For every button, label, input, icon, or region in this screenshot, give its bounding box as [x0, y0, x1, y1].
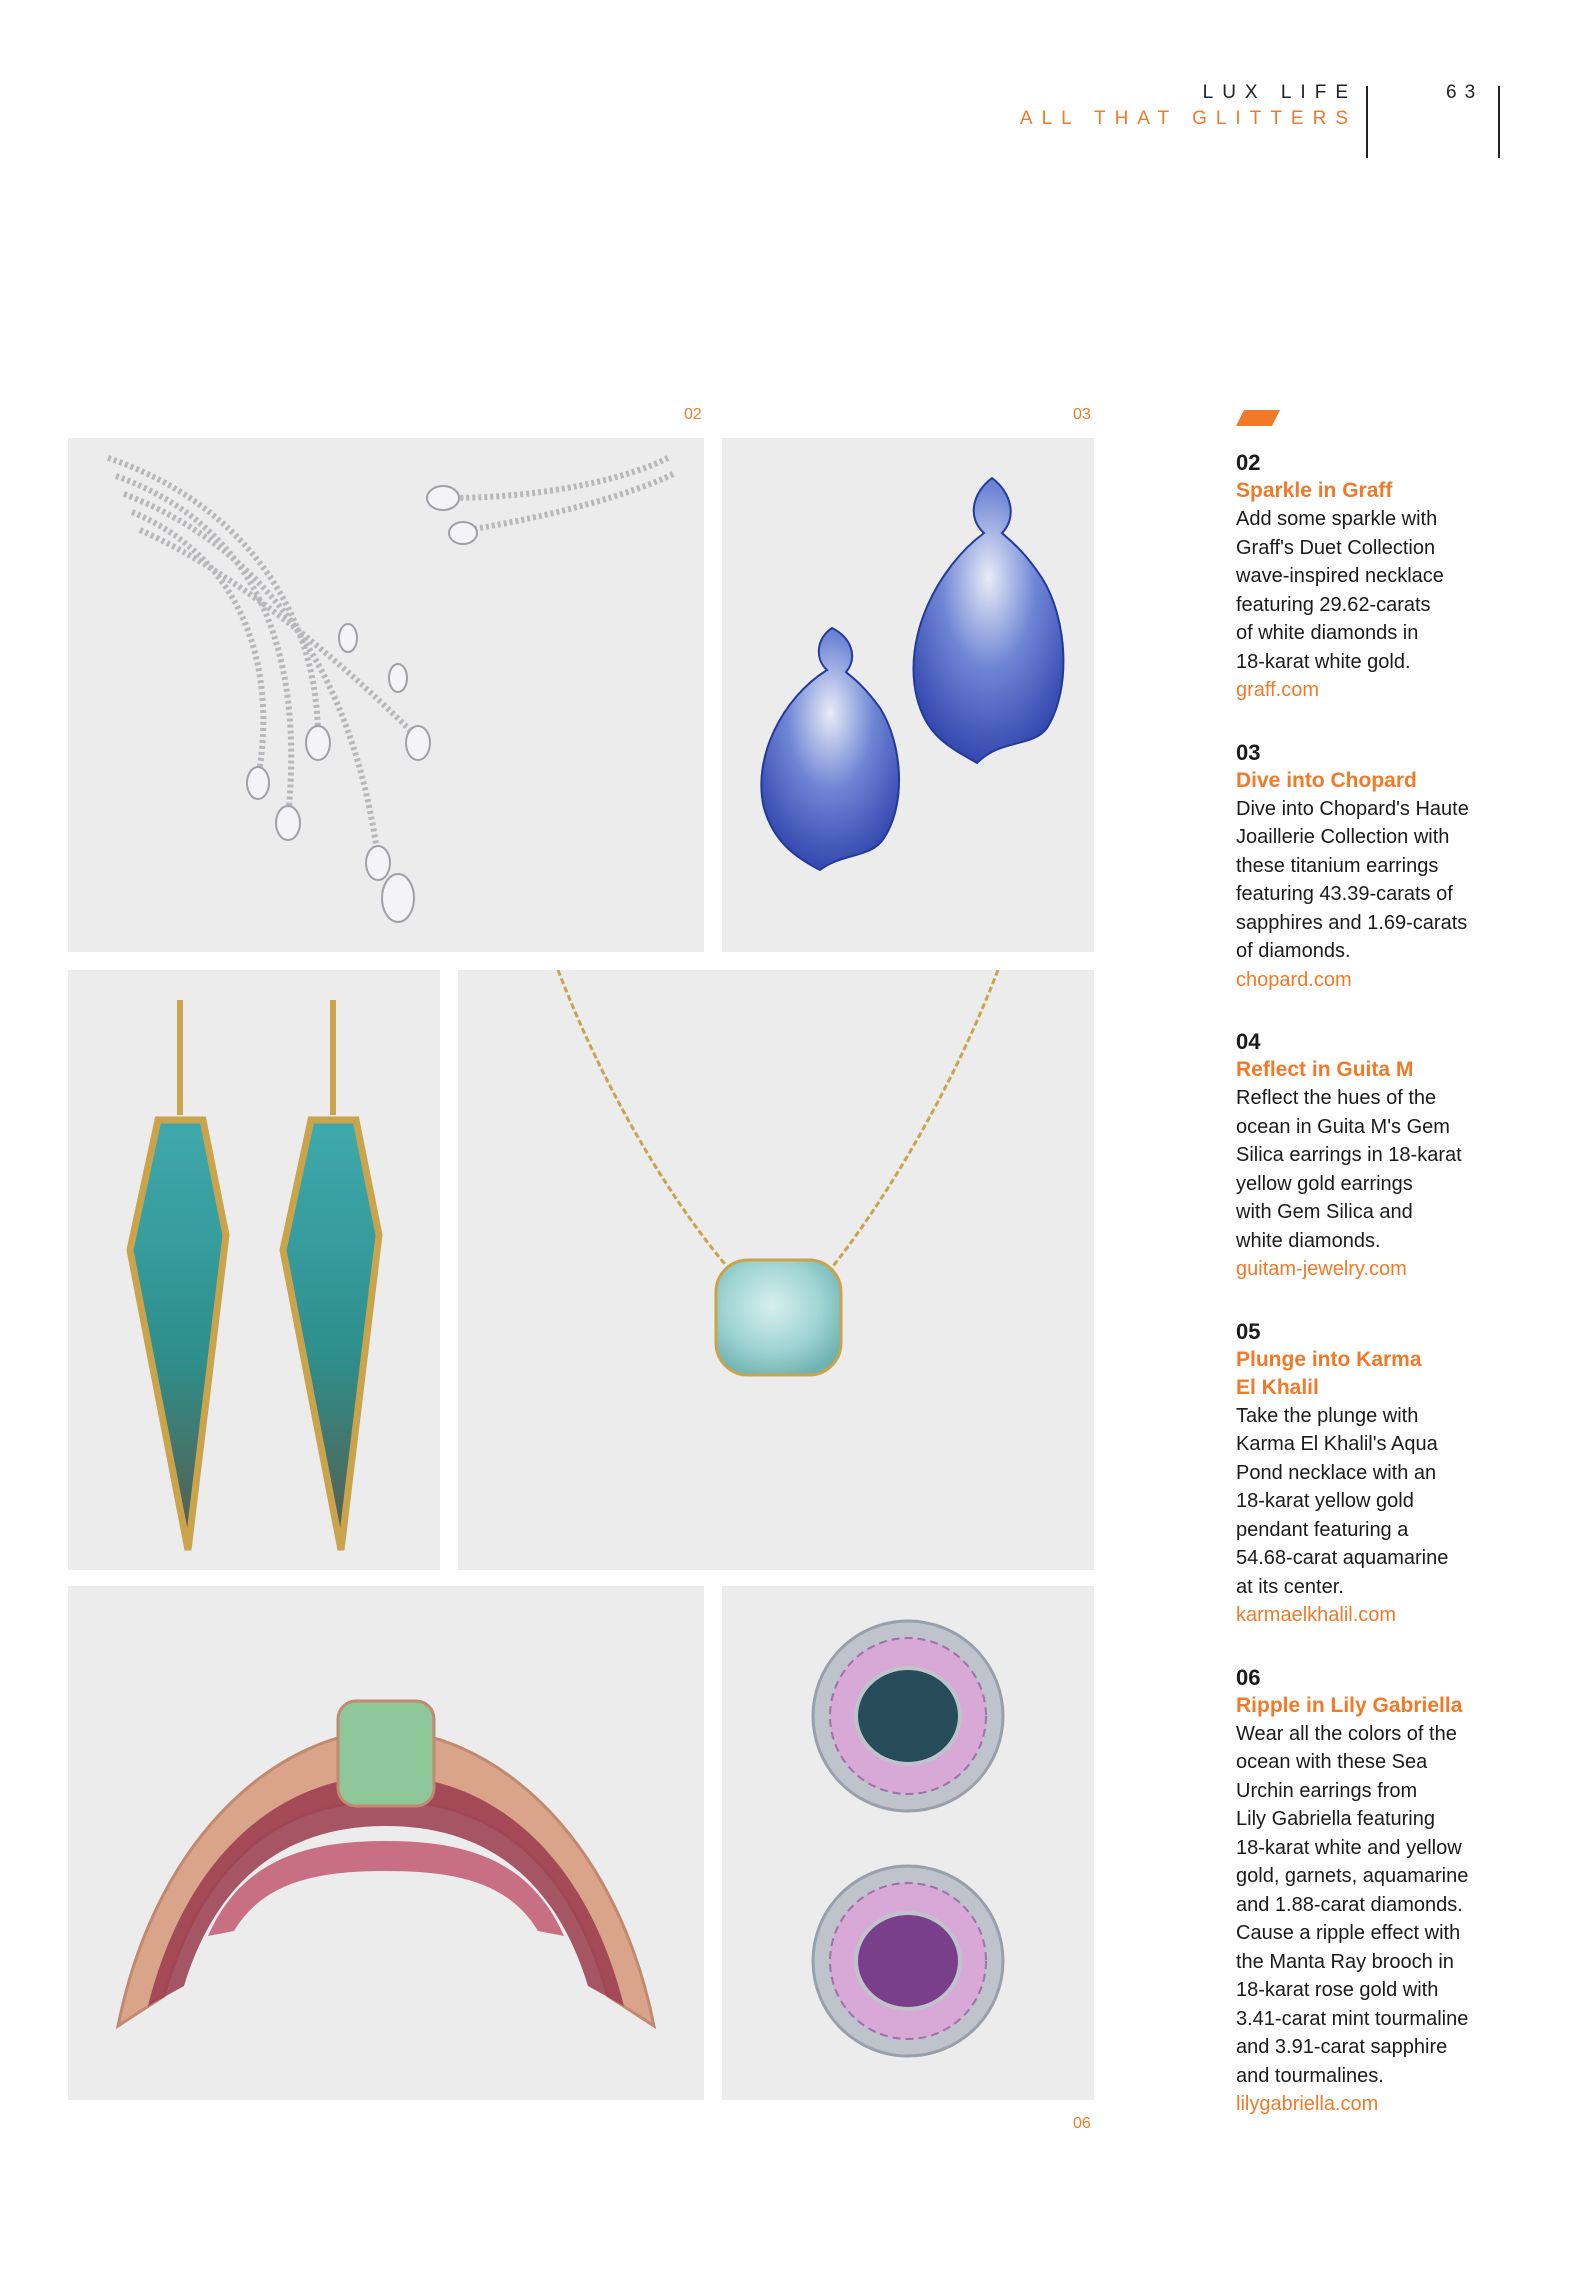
entry-body-line: white diamonds.	[1236, 1229, 1381, 1252]
entry-body-line: yellow gold earrings	[1236, 1172, 1413, 1195]
entry-title: Dive into Chopard	[1236, 768, 1417, 792]
entry-body-line: pendant featuring a	[1236, 1518, 1409, 1541]
entry-number: 03	[1236, 739, 1261, 765]
lily-gabriella-earrings-image	[722, 1586, 1094, 2100]
entry-body-line: featuring 29.62-carats	[1236, 593, 1431, 616]
entry-body-line: Pond necklace with an	[1236, 1461, 1437, 1484]
entry-link-graff[interactable]: graff.com	[1236, 679, 1319, 701]
entry-title-line: El Khalil	[1236, 1375, 1319, 1399]
entry-body-line: of diamonds.	[1236, 940, 1351, 962]
section-title: LUX LIFE	[1202, 82, 1357, 103]
entry-05	[1236, 1318, 1536, 1630]
graff-necklace-image	[68, 438, 704, 952]
figure-number-02: 02	[684, 406, 702, 423]
entry-number: 04	[1236, 1029, 1261, 1054]
entry-body-line: Karma El Khalil's Aqua	[1236, 1433, 1438, 1455]
header-divider	[1366, 86, 1368, 158]
entry-body-line: Lily Gabriella featuring	[1236, 1808, 1435, 1830]
entry-body-line: 18-karat white and yellow	[1236, 1836, 1462, 1859]
entry-body-line: 18-karat white gold.	[1236, 650, 1411, 673]
orange-flag-icon	[1236, 410, 1280, 426]
entry-title-line: Plunge into Karma	[1236, 1347, 1422, 1371]
entry-body-line: with Gem Silica and	[1236, 1201, 1413, 1223]
guita-m-earrings-image	[68, 970, 440, 1570]
entry-body-line: of white diamonds in	[1236, 622, 1419, 644]
entry-body-line: ocean with these Sea	[1236, 1751, 1428, 1773]
entry-title: Sparkle in Graff	[1236, 479, 1393, 502]
entry-body-line: and tourmalines.	[1236, 2064, 1384, 2087]
entry-link-lily-gabriella[interactable]: lilygabriella.com	[1236, 2093, 1379, 2115]
entry-06	[1236, 1664, 1536, 2119]
entry-body-line: Reflect the hues of the	[1236, 1087, 1437, 1109]
entry-04	[1236, 1028, 1536, 1284]
subsection-title: ALL THAT GLITTERS	[1019, 108, 1357, 129]
entry-number: 02	[1236, 450, 1261, 475]
entry-body-line: Silica earrings in 18-karat	[1236, 1144, 1462, 1166]
entry-body-line: Take the plunge with	[1236, 1404, 1419, 1427]
entry-body-line: 18-karat rose gold with	[1236, 1979, 1439, 2001]
chopard-earrings-image	[722, 438, 1094, 952]
entry-link-chopard[interactable]: chopard.com	[1236, 968, 1352, 991]
entry-body-line: gold, garnets, aquamarine	[1236, 1865, 1469, 1887]
entry-body-line: and 3.91-carat sapphire	[1236, 2036, 1448, 2058]
entry-body-line: sapphires and 1.69-carats	[1236, 911, 1468, 934]
karma-el-khalil-necklace-image	[458, 970, 1094, 1570]
entry-02	[1236, 449, 1536, 705]
entry-body-line: at its center.	[1236, 1575, 1344, 1598]
entry-body-line: Cause a ripple effect with	[1236, 1922, 1461, 1944]
entry-body-line: the Manta Ray brooch in	[1236, 1950, 1454, 1973]
entry-body-line: Graff's Duet Collection	[1236, 536, 1436, 559]
entry-body-line: 3.41-carat mint tourmaline	[1236, 2007, 1469, 2030]
entry-body-line: 54.68-carat aquamarine	[1236, 1547, 1449, 1569]
entry-body-line: Urchin earrings from	[1236, 1779, 1418, 1802]
entry-number: 05	[1236, 1318, 1261, 1344]
entry-link-karma-el-khalil[interactable]: karmaelkhalil.com	[1236, 1604, 1397, 1626]
figure-number-06: 06	[1073, 2115, 1091, 2132]
entry-title: Ripple in Lily Gabriella	[1236, 1693, 1463, 1717]
entry-03	[1236, 739, 1536, 995]
entry-body-line: and 1.88-carat diamonds.	[1236, 1893, 1463, 1916]
page-number: 63	[1446, 82, 1484, 103]
lily-gabriella-brooch-image	[68, 1586, 704, 2100]
entry-body-line: Wear all the colors of the	[1236, 1722, 1457, 1745]
header-divider-right	[1498, 86, 1500, 158]
entry-title: Reflect in Guita M	[1236, 1058, 1414, 1081]
entry-body-line: ocean in Guita M's Gem	[1236, 1115, 1450, 1138]
entry-body-line: featuring 43.39-carats of	[1236, 883, 1453, 905]
entry-body-line: Dive into Chopard's Haute	[1236, 797, 1469, 820]
product-list	[1236, 410, 1536, 2153]
entry-number: 06	[1236, 1664, 1261, 1690]
figure-number-03: 03	[1073, 406, 1091, 423]
entry-body-line: 18-karat yellow gold	[1236, 1490, 1414, 1512]
entry-body-line: Add some sparkle with	[1236, 508, 1438, 530]
entry-body-line: Joaillerie Collection with	[1236, 826, 1450, 848]
entry-link-guita-m[interactable]: guitam-jewelry.com	[1236, 1258, 1407, 1280]
entry-body-line: wave-inspired necklace	[1236, 565, 1444, 587]
entry-body-line: these titanium earrings	[1236, 854, 1439, 877]
